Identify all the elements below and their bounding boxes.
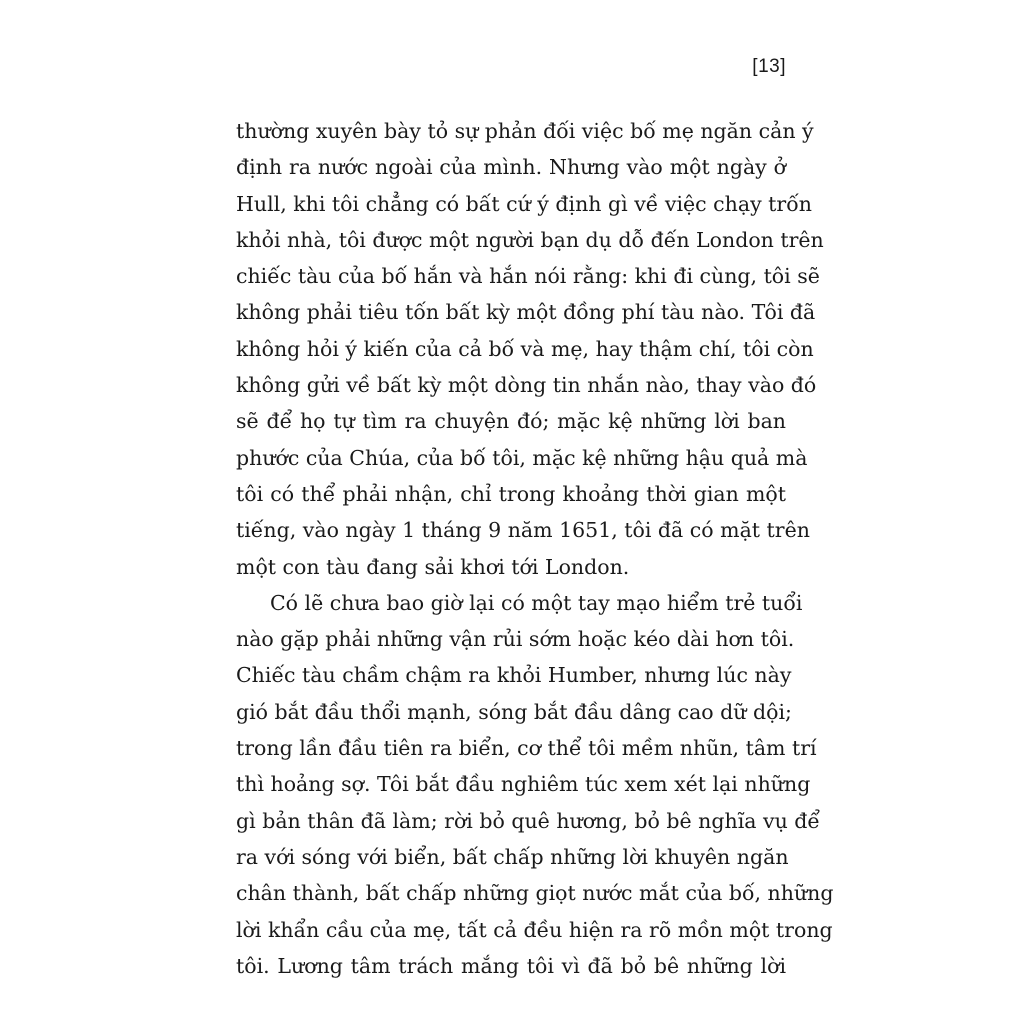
text-line: trong lần đầu tiên ra biển, cơ thể tôi mềm nhũn, tâm trí xyxy=(236,736,817,761)
text-line: lời khẩn cầu của mẹ, tất cả đều hiện ra rõ mồn một trong xyxy=(236,917,833,942)
text-line: thì hoảng sợ. Tôi bắt đầu nghiêm túc xem xét lại những xyxy=(236,772,811,797)
page-number: [13] xyxy=(752,56,786,77)
text-line: nào gặp phải những vận rủi sớm hoặc kéo dài hơn tôi. xyxy=(236,627,795,652)
text-line: chiếc tàu của bố hắn và hắn nói rằng: khi đi cùng, tôi sẽ xyxy=(236,264,820,289)
text-line: gió bắt đầu thổi mạnh, sóng bắt đầu dâng cao dữ dội; xyxy=(236,699,792,724)
text-line: không phải tiêu tốn bất kỳ một đồng phí tàu nào. Tôi đã xyxy=(236,300,816,325)
text-line: Hull, khi tôi chẳng có bất cứ ý định gì về việc chạy trốn xyxy=(236,191,812,216)
text-line: sẽ để họ tự tìm ra chuyện đó; mặc kệ những lời ban xyxy=(236,409,786,434)
text-line: không hỏi ý kiến của cả bố và mẹ, hay thậm chí, tôi còn xyxy=(236,336,814,361)
text-line: thường xuyên bày tỏ sự phản đối việc bố mẹ ngăn cản ý xyxy=(236,119,814,143)
text-line: gì bản thân đã làm; rời bỏ quê hương, bỏ bê nghĩa vụ để xyxy=(236,808,821,833)
text-line: Có lẽ chưa bao giờ lại có một tay mạo hiểm trẻ tuổi xyxy=(270,590,803,615)
paragraph-1 xyxy=(236,113,824,585)
text-line: tôi có thể phải nhận, chỉ trong khoảng thời gian một xyxy=(236,481,786,506)
paragraph-2 xyxy=(236,585,834,984)
text-line: định ra nước ngoài của mình. Nhưng vào một ngày ở xyxy=(236,155,786,180)
text-line: ra với sóng với biển, bất chấp những lời khuyên ngăn xyxy=(236,844,789,869)
text-line: không gửi về bất kỳ một dòng tin nhắn nào, thay vào đó xyxy=(236,373,817,398)
text-line: một con tàu đang sải khơi tới London. xyxy=(236,554,630,579)
text-line: tôi. Lương tâm trách mắng tôi vì đã bỏ bê những lời xyxy=(236,953,786,978)
text-line: khỏi nhà, tôi được một người bạn dụ dỗ đến London trên xyxy=(236,227,824,252)
text-line: tiếng, vào ngày 1 tháng 9 năm 1651, tôi đã có mặt trên xyxy=(236,518,810,543)
text-line: chân thành, bất chấp những giọt nước mắt của bố, những xyxy=(236,881,834,906)
text-line: phước của Chúa, của bố tôi, mặc kệ những hậu quả mà xyxy=(236,445,808,470)
body-text xyxy=(236,113,834,984)
text-line: Chiếc tàu chầm chậm ra khỏi Humber, nhưng lúc này xyxy=(236,663,792,688)
